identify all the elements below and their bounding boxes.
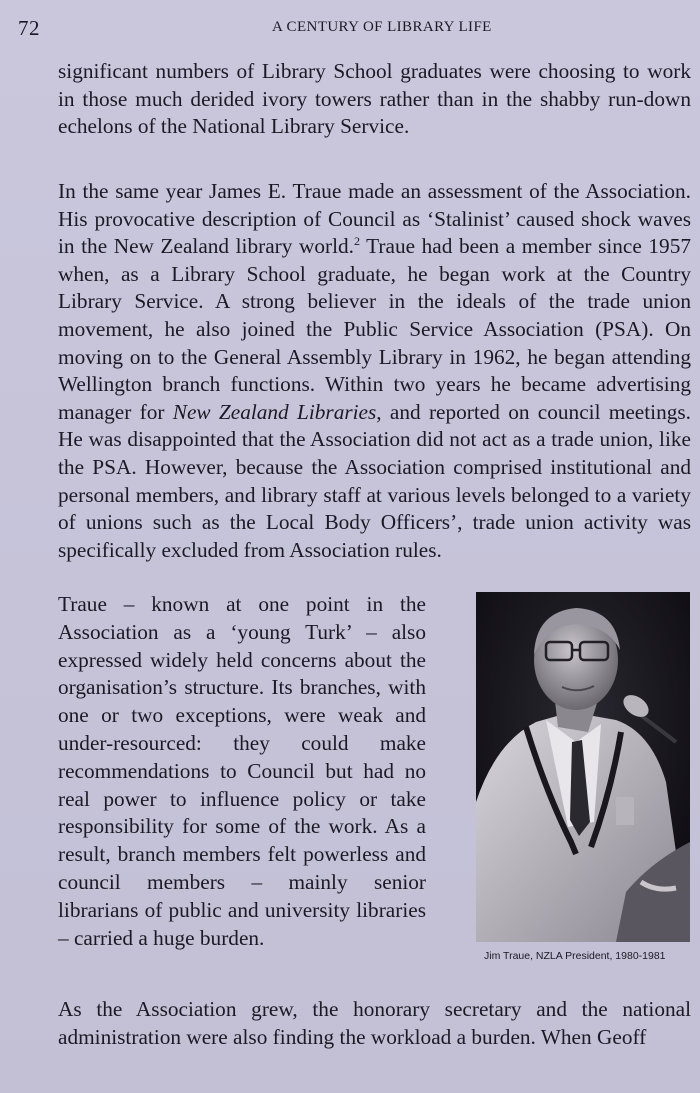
journal-title: New Zealand Libraries [172,399,377,424]
paragraph-3: Traue – known at one point in the Association as a ‘young Turk’ – also expressed widely held concerns about the organisation’s structure. Its branches, with one or two exceptions, were weak and under-resourced: they could make recommendations to Council but had no real power to influence policy or take responsibility for some of the work. As a result, branch members felt powerless and council members – mainly senior librarians of public and university libraries – carried a huge burden. [58,592,426,950]
paragraph-4: As the Association grew, the honorary secretary and the national administration were also finding the workload a burden. When Geoff [58,997,691,1049]
paragraph-2 [58,178,691,564]
paragraph-1: significant numbers of Library School graduates were choosing to work in those much derided ivory towers rather than in the shabby run-down echelons of the National Library Service. [58,59,691,139]
paragraph-2-text-b: Traue had been a member since 1957 when, as a Library School graduate, he began work at the Country Library Service. A strong believer in the ideals of the trade union movement, he also joined the Public Service Association (PSA). On moving on to the General Assembly Library in 1962, he began attending Wellington branch functions. Within two years he became advertising manager for [58,234,691,424]
portrait-illustration [476,592,690,942]
photo-caption: Jim Traue, NZLA President, 1980-1981 [484,950,666,962]
paragraph-2-text-a: In the same year James E. Traue made an assessment of the Association. His provocative description of Council as ‘Stalinist’ caused shock waves in the New Zealand library world. [58,179,691,259]
running-head: A CENTURY OF LIBRARY LIFE [272,19,492,35]
paragraph-2-text-c: , and reported on council meetings. He was disappointed that the Association did not act as a trade union, like the PSA. However, because the Association comprised institutional and personal members, and library staff at various levels belonged to a variety of unions such as the Local Body Officers’, trade union activity was specifically excluded from Association rules. [58,399,691,562]
footnote-marker: 2 [353,234,360,249]
page-number: 72 [18,16,40,40]
portrait-photo [476,592,690,942]
